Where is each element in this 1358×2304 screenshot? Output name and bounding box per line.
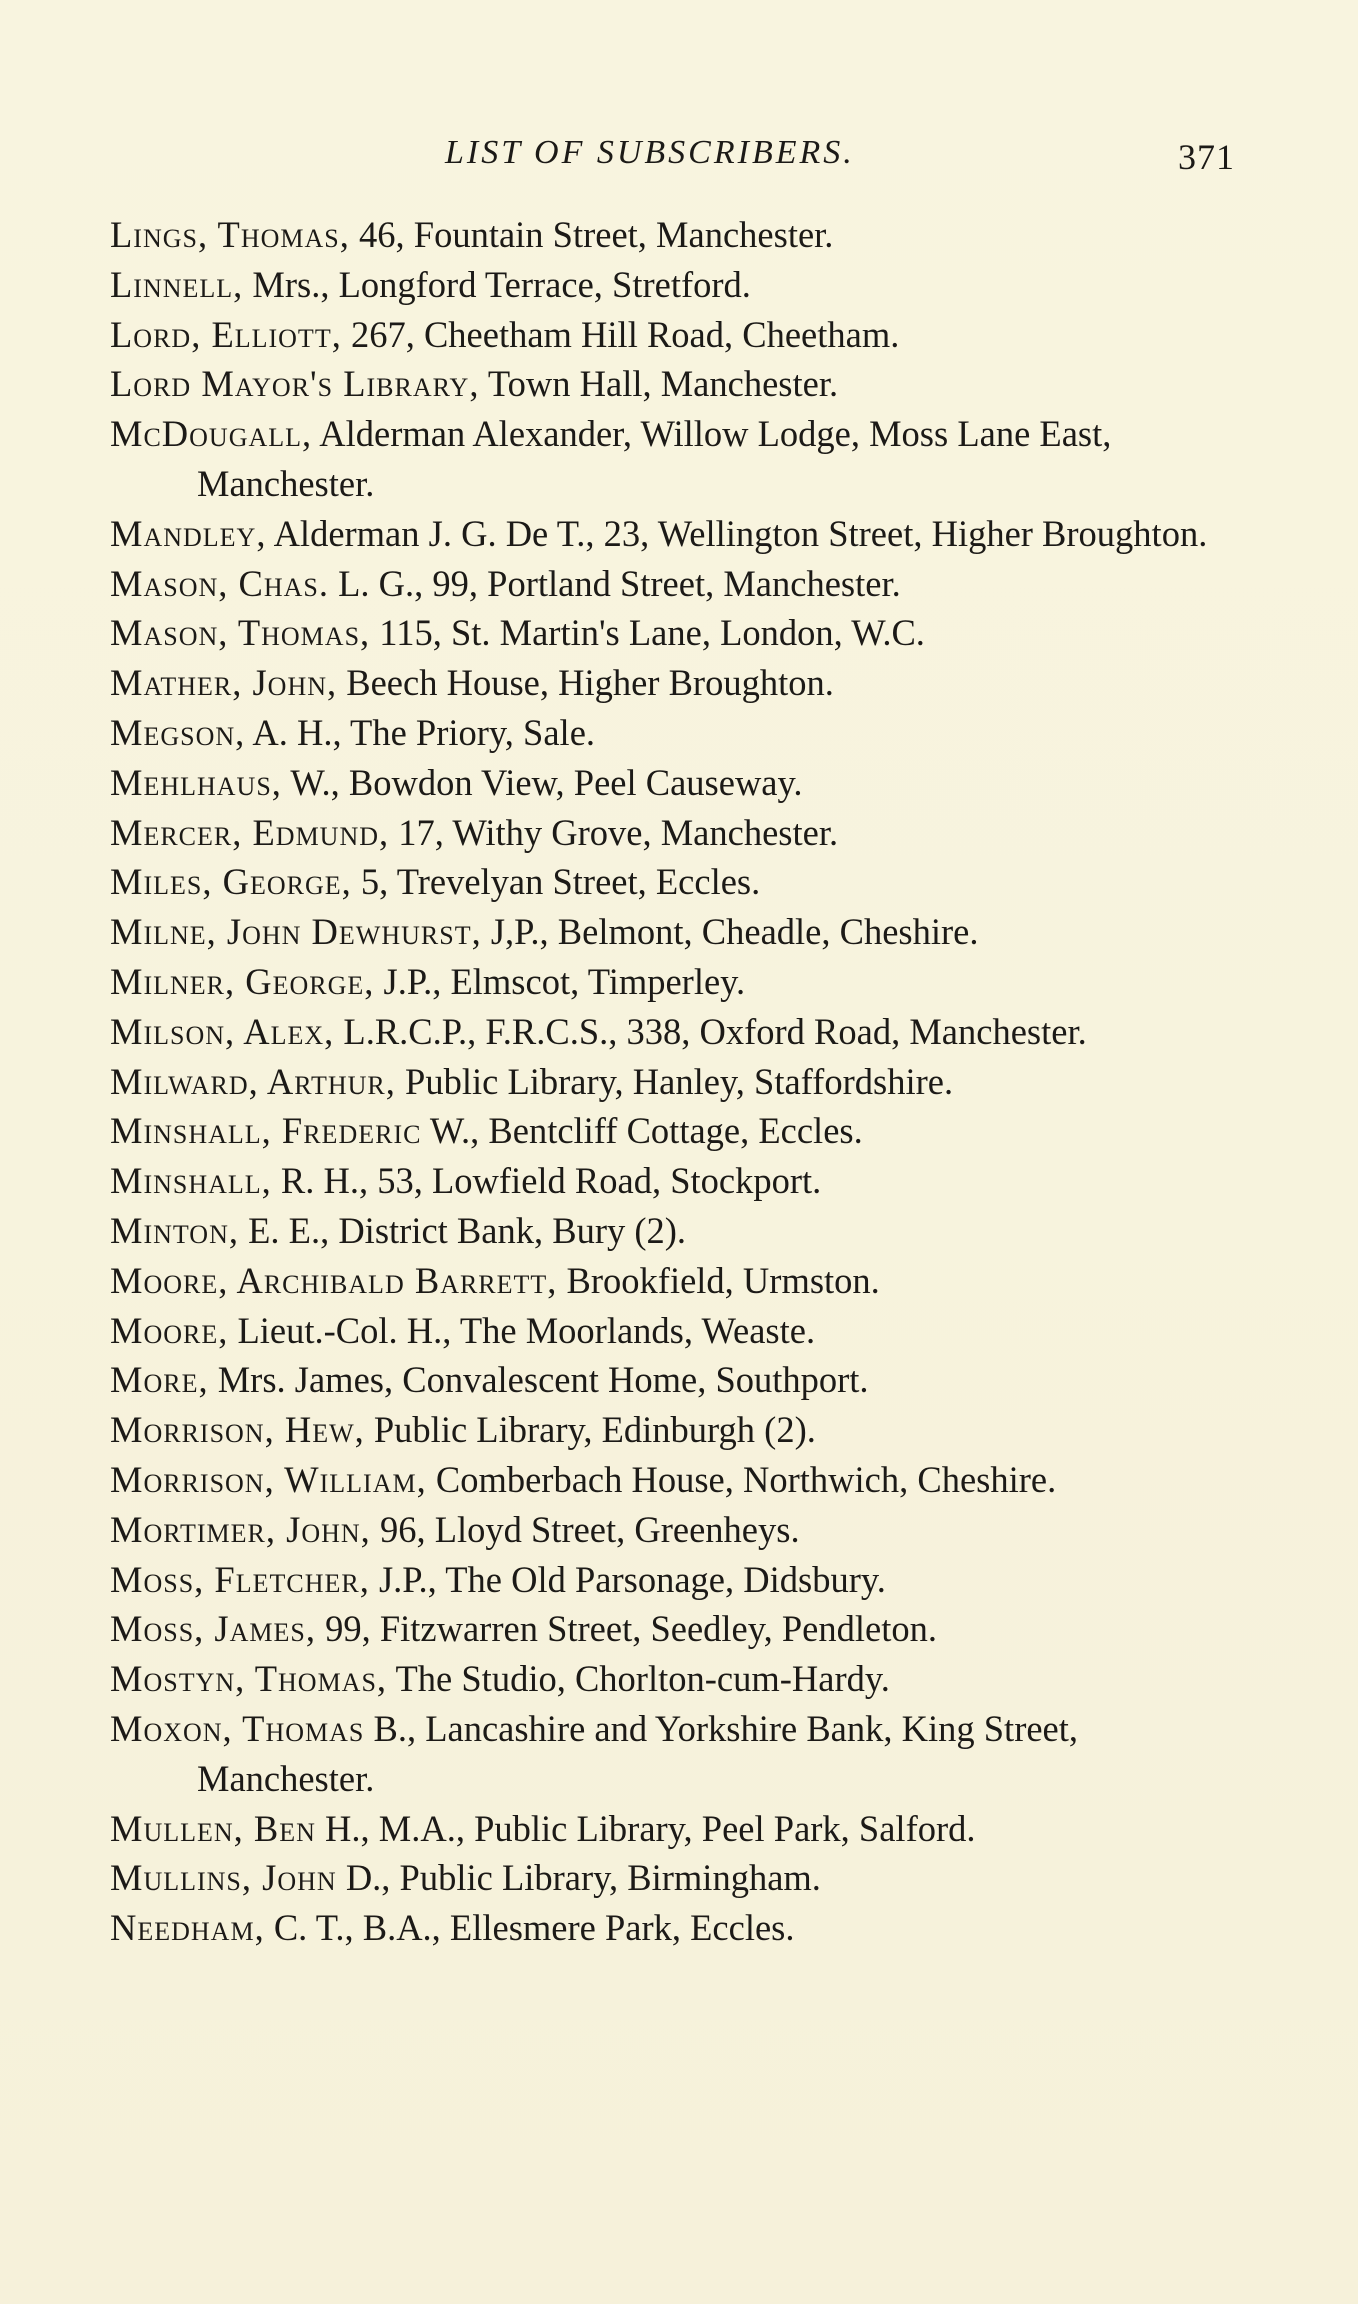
subscriber-name: Needham,	[110, 1907, 265, 1949]
subscriber-entry	[110, 1555, 1240, 1605]
subscriber-details: 46, Fountain Street, Manchester.	[349, 214, 834, 255]
subscriber-entry	[110, 1604, 1240, 1654]
subscriber-name: Mason, Thomas,	[110, 612, 371, 654]
subscriber-entry	[110, 1256, 1240, 1306]
subscriber-entry	[110, 1156, 1240, 1206]
subscriber-details: A. H., The Priory, Sale.	[245, 711, 596, 753]
page-number: 371	[1178, 137, 1235, 177]
subscriber-name: Mason, Chas.	[110, 562, 329, 604]
subscriber-name: Mostyn, Thomas,	[110, 1658, 388, 1700]
subscriber-name: Mandley,	[110, 512, 267, 554]
subscriber-details: Alderman Alexander, Willow Lodge, Moss Lane East, Manchester.	[197, 413, 1112, 504]
subscriber-entry	[110, 559, 1240, 609]
subscriber-details: H., M.A., Public Library, Peel Park, Salford.	[315, 1807, 976, 1849]
subscriber-entry	[110, 1206, 1240, 1256]
subscriber-entry	[110, 1455, 1240, 1505]
subscriber-details: W., Bowdon View, Peel Causeway.	[281, 761, 803, 803]
subscriber-name: Morrison, William,	[110, 1458, 427, 1500]
subscriber-details: 5, Trevelyan Street, Eccles.	[351, 861, 761, 903]
subscriber-name: Milner, George,	[110, 960, 375, 1002]
subscriber-entry	[110, 1654, 1240, 1704]
subscriber-list	[110, 210, 1240, 1953]
subscriber-details: R. H., 53, Lowfield Road, Stockport.	[271, 1160, 822, 1202]
subscriber-details: Public Library, Hanley, Staffordshire.	[395, 1060, 954, 1102]
subscriber-entry	[110, 857, 1240, 907]
subscriber-details: Mrs. James, Convalescent Home, Southport.	[208, 1359, 869, 1401]
subscriber-name: Mehlhaus,	[110, 761, 282, 803]
subscriber-entry	[110, 1306, 1240, 1356]
subscriber-name: Moore, Archibald Barrett,	[110, 1259, 558, 1301]
running-title: LIST OF SUBSCRIBERS.	[445, 134, 855, 171]
subscriber-details: Mrs., Longford Terrace, Stretford.	[243, 263, 751, 305]
subscriber-entry	[110, 409, 1240, 509]
subscriber-details: Beech House, Higher Broughton.	[337, 662, 834, 704]
subscriber-name: Moss, James,	[110, 1608, 316, 1650]
subscriber-name: Minshall,	[110, 1160, 272, 1202]
subscriber-details: J.P., The Old Parsonage, Didsbury.	[369, 1558, 886, 1600]
subscriber-name: Minton,	[110, 1209, 239, 1251]
subscriber-details: Comberbach House, Northwich, Cheshire.	[426, 1458, 1057, 1500]
subscriber-entry	[110, 1355, 1240, 1405]
subscriber-name: Mercer, Edmund,	[110, 811, 390, 853]
subscriber-name: Milne, John Dewhurst,	[110, 911, 482, 953]
subscriber-name: Linnell,	[110, 263, 244, 305]
subscriber-details: 96, Lloyd Street, Greenheys.	[370, 1508, 800, 1550]
subscriber-entry	[110, 509, 1240, 559]
subscriber-details: The Studio, Chorlton-cum-Hardy.	[387, 1658, 890, 1700]
subscriber-entry	[110, 808, 1240, 858]
subscriber-details: J.P., Elmscot, Timperley.	[374, 960, 746, 1002]
subscriber-name: Mullen, Ben	[110, 1807, 316, 1849]
subscriber-name: Mortimer, John,	[110, 1508, 371, 1550]
subscriber-name: Moore,	[110, 1309, 229, 1351]
subscriber-details: Lieut.-Col. H., The Moorlands, Weaste.	[228, 1309, 816, 1351]
running-head	[0, 128, 1358, 178]
subscriber-name: Moss, Fletcher,	[110, 1558, 370, 1600]
subscriber-details: E. E., District Bank, Bury (2).	[238, 1209, 687, 1251]
subscriber-entry	[110, 608, 1240, 658]
subscriber-name: Mullins, John	[110, 1857, 337, 1899]
subscriber-name: Lord Mayor's Library,	[110, 363, 480, 405]
subscriber-entry	[110, 1903, 1240, 1953]
subscriber-entry	[110, 210, 1240, 260]
subscriber-entry	[110, 1804, 1240, 1854]
subscriber-details: L.R.C.P., F.R.C.S., 338, Oxford Road, Manchester.	[334, 1010, 1087, 1052]
subscriber-details: Town Hall, Manchester.	[479, 363, 839, 405]
subscriber-name: Milson, Alex,	[110, 1010, 335, 1052]
subscriber-details: L. G., 99, Portland Street, Manchester.	[328, 562, 901, 604]
subscriber-details: B., Lancashire and Yorkshire Bank, King Street, Manchester.	[197, 1707, 1079, 1799]
subscriber-entry	[110, 658, 1240, 708]
subscriber-entry	[110, 1057, 1240, 1107]
subscriber-details: 115, St. Martin's Lane, London, W.C.	[370, 612, 925, 654]
subscriber-details: C. T., B.A., Ellesmere Park, Eccles.	[264, 1907, 795, 1949]
subscriber-details: 17, Withy Grove, Manchester.	[389, 811, 839, 853]
subscriber-entry	[110, 1106, 1240, 1156]
subscriber-name: Morrison, Hew,	[110, 1409, 365, 1451]
subscriber-name: McDougall,	[110, 413, 313, 455]
subscriber-details: Brookfield, Urmston.	[557, 1259, 880, 1301]
subscriber-details: 267, Cheetham Hill Road, Cheetham.	[341, 313, 900, 355]
subscriber-entry	[110, 708, 1240, 758]
subscriber-entry	[110, 1007, 1240, 1057]
subscriber-details: Public Library, Edinburgh (2).	[364, 1409, 816, 1451]
subscriber-name: Lord, Elliott,	[110, 313, 342, 355]
subscriber-name: Megson,	[110, 711, 246, 753]
subscriber-entry	[110, 260, 1240, 310]
subscriber-entry	[110, 1704, 1240, 1804]
subscriber-details: 99, Fitzwarren Street, Seedley, Pendleton.	[315, 1608, 937, 1650]
subscriber-name: Miles, George,	[110, 861, 352, 903]
subscriber-details: J,P., Belmont, Cheadle, Cheshire.	[481, 911, 979, 953]
subscriber-entry	[110, 758, 1240, 808]
subscriber-entry	[110, 907, 1240, 957]
subscriber-entry	[110, 1505, 1240, 1555]
subscriber-name: Lings, Thomas,	[110, 214, 350, 255]
subscriber-entry	[110, 957, 1240, 1007]
subscriber-entry	[110, 359, 1240, 409]
subscriber-name: Mather, John,	[110, 662, 338, 704]
subscriber-name: More,	[110, 1359, 209, 1401]
subscriber-details: D., Public Library, Birmingham.	[336, 1857, 821, 1899]
subscriber-details: W., Bentcliff Cottage, Eccles.	[421, 1110, 863, 1152]
subscriber-entry	[110, 310, 1240, 360]
subscriber-name: Milward, Arthur,	[110, 1060, 396, 1102]
subscriber-entry	[110, 1405, 1240, 1455]
subscriber-details: Alderman J. G. De T., 23, Wellington Street, Higher Broughton.	[266, 512, 1208, 554]
subscriber-name: Moxon, Thomas	[110, 1707, 365, 1749]
subscriber-entry	[110, 1853, 1240, 1903]
subscriber-name: Minshall, Frederic	[110, 1110, 422, 1152]
